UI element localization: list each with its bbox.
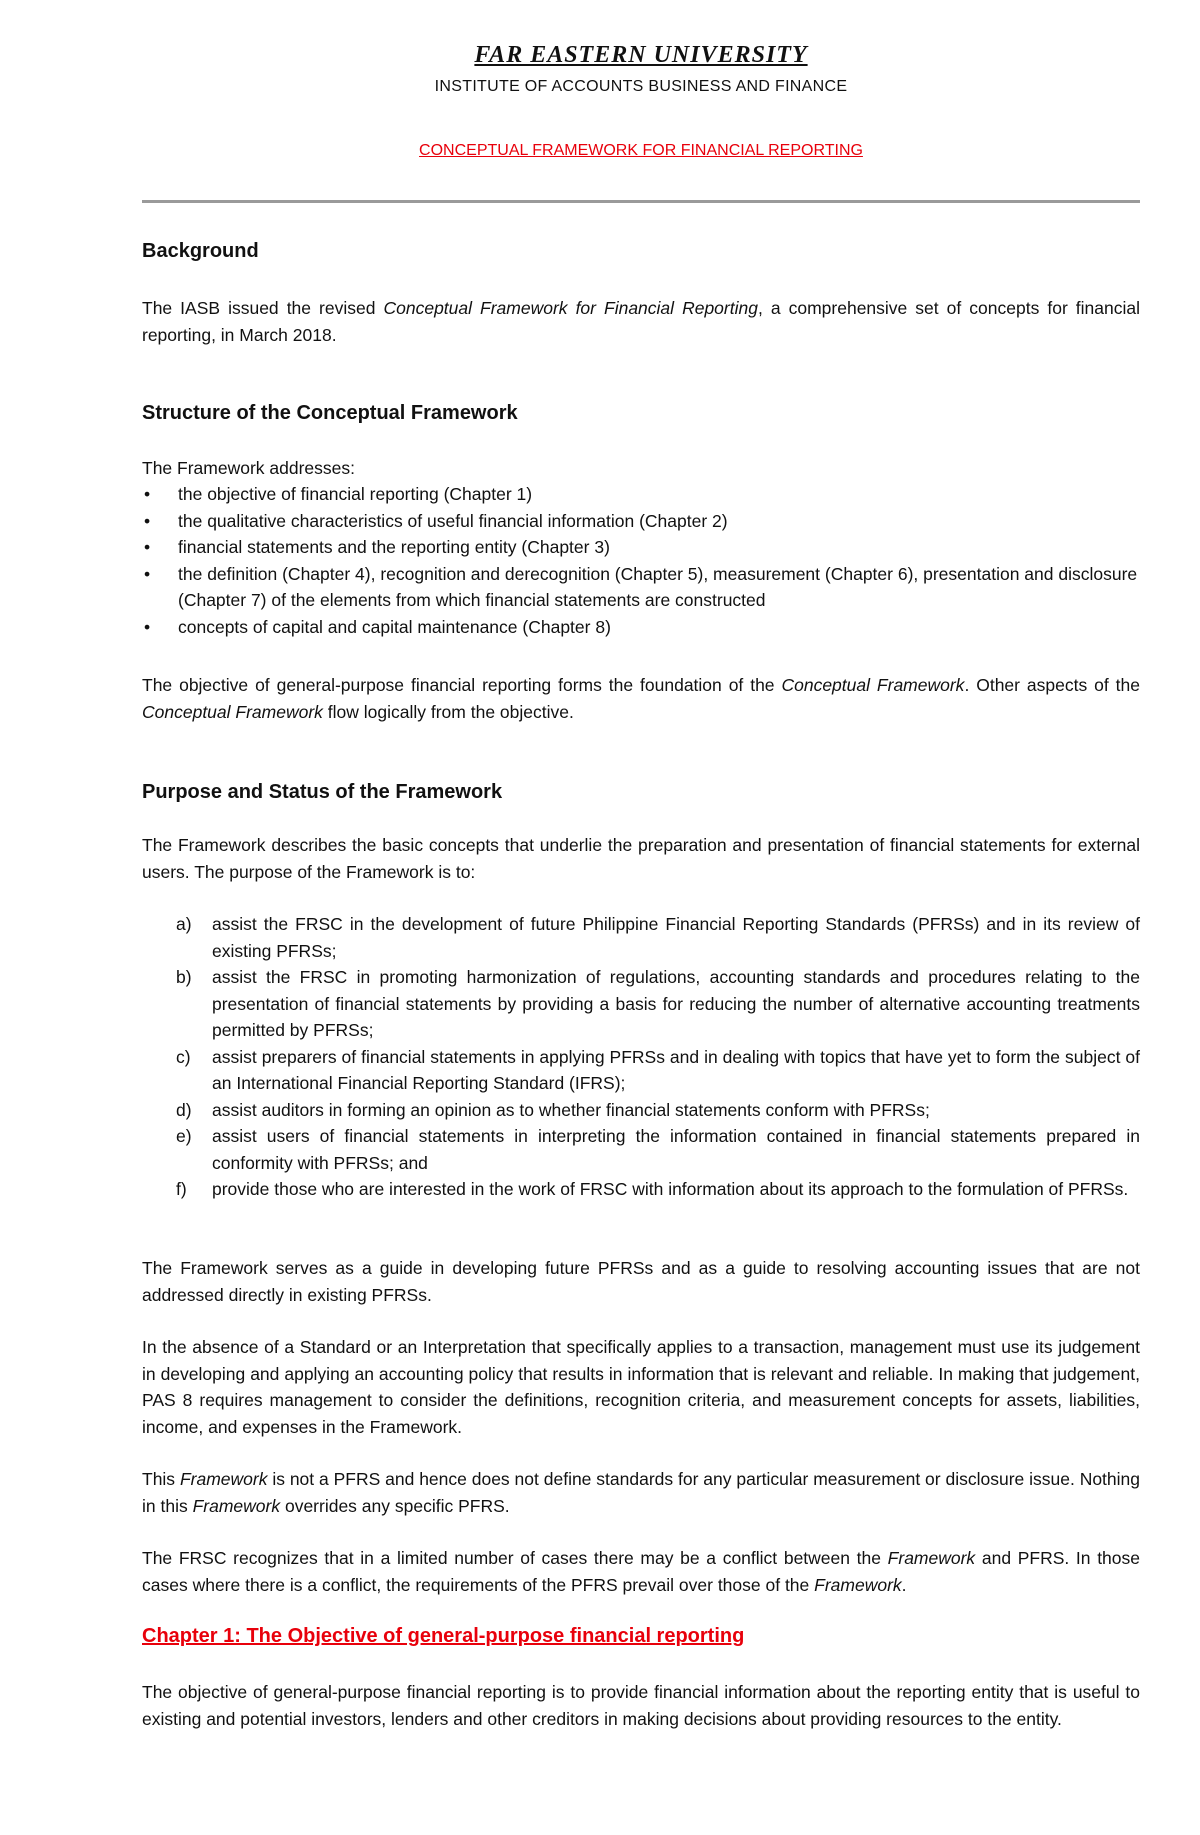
purpose-heading: Purpose and Status of the Framework [142, 781, 503, 803]
list-item: • the qualitative characteristics of useful financial information (Chapter 2) [142, 508, 1140, 535]
purpose-list [142, 911, 1140, 1203]
structure-bullet-list [142, 481, 1140, 640]
list-item: • the definition (Chapter 4), recognition and derecognition (Chapter 5), measurement (Chapter 6), presentation and disclosure (Chapter 7) of the elements from which financial statements are constructed [142, 561, 1140, 614]
list-item: d) assist auditors in forming an opinion as to whether financial statements conform with PFRSs; [176, 1099, 930, 1120]
structure-intro: The Framework addresses: [142, 458, 355, 478]
list-item: • financial statements and the reporting entity (Chapter 3) [142, 534, 1140, 561]
bullet-icon: • [144, 537, 151, 557]
conflict-paragraph: The FRSC recognizes that in a limited number of cases there may be a conflict between the Framework and PFRS. In those cases where there is a conflict, the requirements of the PFRS prevail over those of the Framework. [142, 1548, 1141, 1595]
bullet-icon: • [144, 484, 151, 504]
guide-paragraph: The Framework serves as a guide in developing future PFRSs and as a guide to resolving accounting issues that are not addressed directly in existing PFRSs. [142, 1258, 1140, 1305]
header-divider [142, 200, 1140, 203]
list-item: • concepts of capital and capital maintenance (Chapter 8) [142, 614, 1140, 641]
background-heading: Background [142, 240, 259, 262]
chapter1-heading: Chapter 1: The Objective of general-purpose financial reporting [142, 1625, 745, 1647]
list-item: • the objective of financial reporting (Chapter 1) [142, 481, 1140, 508]
list-item: b) assist the FRSC in promoting harmonization of regulations, accounting standards and procedures relating to the presentation of financial statements by providing a basis for reducing the number of alternative accounting treatments permitted by PFRSs; [176, 967, 1140, 1040]
not-pfrs-paragraph: This Framework is not a PFRS and hence does not define standards for any particular measurement or disclosure issue. Nothing in this Framework overrides any specific PFRS. [142, 1469, 1141, 1516]
bullet-icon: • [144, 616, 151, 637]
structure-closing-paragraph: The objective of general-purpose financial reporting forms the foundation of the Conceptual Framework. Other aspects of the Conceptual Framework flow logically from the objective. [142, 675, 1141, 722]
list-item: f) provide those who are interested in the work of FRSC with information about its approach to the formulation of PFRSs. [176, 1179, 1129, 1199]
bullet-icon: • [144, 563, 151, 584]
structure-heading: Structure of the Conceptual Framework [142, 402, 518, 424]
list-item: e) assist users of financial statements in interpreting the information contained in financial statements prepared in conformity with PFRSs; and [176, 1126, 1140, 1173]
list-item: a) assist the FRSC in the development of future Philippine Financial Reporting Standards (PFRSs) and in its review of existing PFRSs; [176, 914, 1140, 961]
university-name: FAR EASTERN UNIVERSITY [474, 42, 808, 68]
document-title: CONCEPTUAL FRAMEWORK FOR FINANCIAL REPORTING [419, 142, 863, 159]
background-paragraph: The IASB issued the revised Conceptual Framework for Financial Reporting, a comprehensive set of concepts for financial reporting, in March 2018. [142, 298, 1141, 345]
purpose-intro: The Framework describes the basic concepts that underlie the preparation and presentation of financial statements for external users. The purpose of the Framework is to: [142, 835, 1140, 882]
list-item: c) assist preparers of financial statements in applying PFRSs and in dealing with topics that have yet to form the subject of an International Financial Reporting Standard (IFRS); [176, 1046, 1140, 1093]
absence-paragraph: In the absence of a Standard or an Interpretation that specifically applies to a transaction, management must use its judgement in developing and applying an accounting policy that results in information that is relevant and reliable. In making that judgement, PAS 8 requires management to consider the definitions, recognition criteria, and measurement concepts for assets, liabilities, income, and expenses in the Framework. [142, 1337, 1140, 1437]
institute-name: INSTITUTE OF ACCOUNTS BUSINESS AND FINANCE [434, 78, 848, 95]
bullet-icon: • [144, 510, 151, 531]
chapter1-paragraph: The objective of general-purpose financial reporting is to provide financial information about the reporting entity that is useful to existing and potential investors, lenders and other creditors in making decisions about providing resources to the entity. [142, 1682, 1140, 1729]
